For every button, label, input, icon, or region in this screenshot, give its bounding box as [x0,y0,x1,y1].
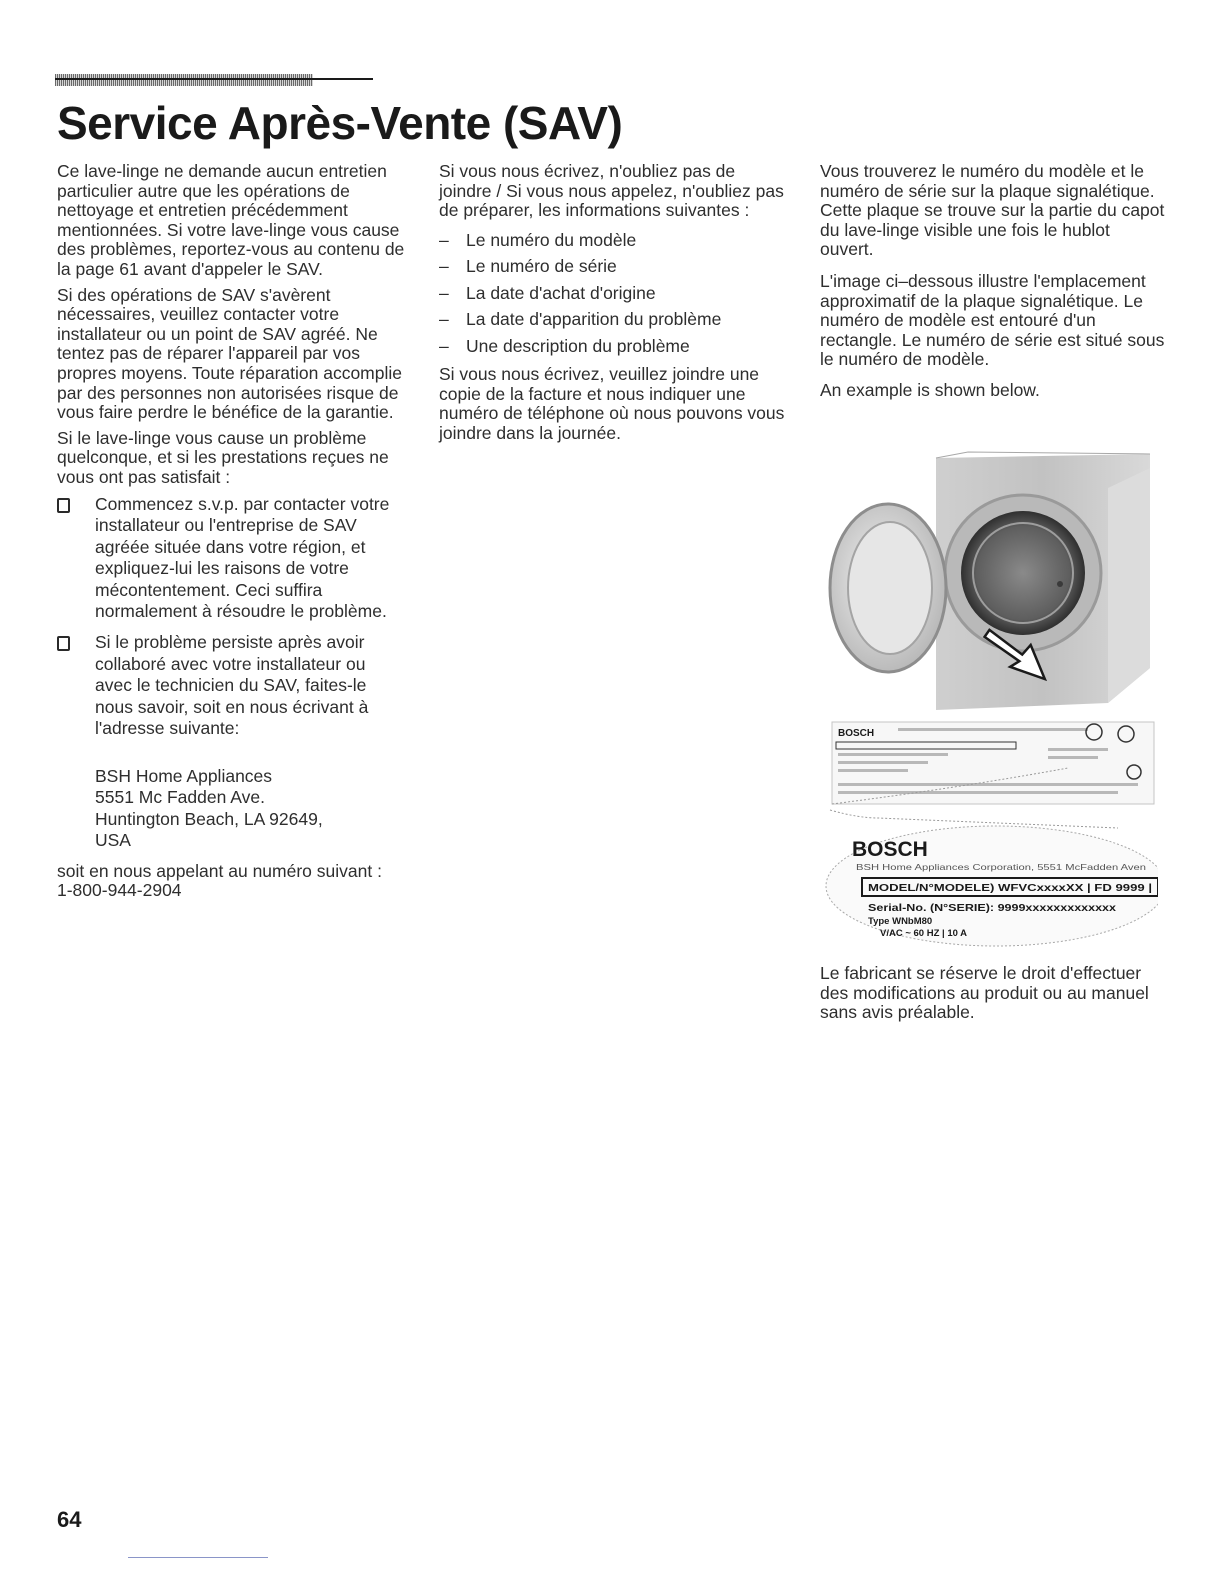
footer-line [128,1557,268,1558]
image-description-paragraph: L'image ci–dessous illustre l'emplacement approximatif de la plaque signalétique. Le numéro de modèle est entouré d'un rectangle. Le numéro de série est situé sous le numéro de modèle. [820,270,1165,370]
list-item [439,227,789,254]
list-item [439,333,789,360]
list-item-text: Le numéro de série [466,256,617,277]
dash-bullet: – [439,256,449,277]
checklist-item-text: Commencez s.v.p. par contacter votre installateur ou l'entreprise de SAV agréée située dans votre région, et expliquez-lui les raisons de votre mécontentement. Ceci suffira normalement à résoudre le problème. [95,493,390,622]
list-item [439,253,789,280]
address-line: 5551 Mc Fadden Ave. [95,787,265,808]
address-line: Huntington Beach, LA 92649, [95,808,323,829]
info-intro: Si vous nous écrivez, n'oubliez pas de joindre / Si vous nous appelez, n'oubliez pas de préparer, les informations suivantes : [439,161,784,221]
dash-bullet: – [439,335,449,356]
list-item [439,280,789,307]
small-plate-brand: BOSCH [838,728,875,739]
info-outro: Si vous nous écrivez, veuillez joindre une copie de la facture et nous indiquer une numéro de téléphone où nous pouvons vous joindre dans la journée. [439,364,785,444]
header-band [55,74,313,86]
page-title: Service Après-Vente (SAV) [57,97,623,149]
list-item [439,306,789,333]
checklist-item-text: Si le problème persiste après avoir collaboré avec votre installateur ou avec le technicien du SAV, faites-le nous savoir, soit en nous écrivant à l'adresse suivante: [95,632,369,739]
checkbox-icon [57,636,70,651]
example-caption: An example is shown below. [820,379,1040,400]
plate-company: BSH Home Appliances Corporation, 5551 McFadden Aven [856,862,1147,872]
plate-type: Type WNbM80 [868,916,933,927]
dash-bullet: – [439,229,449,250]
column-2 [439,162,789,444]
dash-bullet: – [439,309,449,330]
dash-bullet: – [439,282,449,303]
address-line: BSH Home Appliances [95,766,273,787]
washer-illustration [818,448,1158,713]
info-list [439,227,789,360]
problem-paragraph: Si le lave-linge vous cause un problème quelconque, et si les prestations reçues ne vous ont pas satisfait : [57,427,389,487]
checklist-item-2 [57,632,407,740]
intro-paragraph: Ce lave-linge ne demande aucun entretien particulier autre que les opérations de nettoyage et entretien précédemment mentionnées. Si votre lave-linge vous cause des problèmes, reportez-vous au contenu de la page 61 avant d'appeler le SAV. [57,161,405,279]
plate-brand: BOSCH [852,838,928,861]
phone-paragraph: soit en nous appelant au numéro suivant : [57,860,382,881]
disclaimer-block [820,964,1165,1023]
plate-model: MODEL/N°MODELE) WFVCxxxxXX | FD 9999 | [868,883,1153,894]
plate-power: V/AC ~ 60 HZ | 10 A [880,928,968,939]
column-3 [820,162,1165,401]
drum [961,511,1085,635]
page-number: 64 [57,1507,82,1532]
column-1 [57,162,407,901]
service-paragraph: Si des opérations de SAV s'avèrent nécessaires, veuillez contacter votre installateur ou un point de SAV agréé. Ne tentez pas de réparer l'appareil par vos propres moyens. Toute réparation accomplie par des personnes non autorisées risque de vous faire perdre le bénéfice de la garantie. [57,284,403,423]
washer-side-panel [1108,468,1150,703]
disclaimer-paragraph: Le fabricant se réserve le droit d'effectuer des modifications au produit ou au manuel sans avis préalable. [820,963,1149,1023]
list-item-text: Le numéro du modèle [466,229,637,250]
plate-serial: Serial-No. (N°SERIE): 9999xxxxxxxxxxxxx [868,903,1117,914]
phone-number: 1-800-944-2904 [57,880,182,901]
plate-location-paragraph: Vous trouverez le numéro du modèle et le numéro de série sur la plaque signalétique. Cette plaque se trouve sur la partie du capot du lave-linge visible une fois le hublot ouvert. [820,161,1165,260]
list-item-text: La date d'apparition du problème [466,309,722,330]
address-block [57,766,407,852]
rating-plate-illustration [818,718,1158,950]
address-line: USA [95,830,131,851]
checkbox-icon [57,498,70,513]
list-item-text: Une description du problème [466,335,690,356]
header-rule [55,78,373,80]
list-item-text: La date d'achat d'origine [466,282,656,303]
checklist-item-1 [57,494,407,624]
